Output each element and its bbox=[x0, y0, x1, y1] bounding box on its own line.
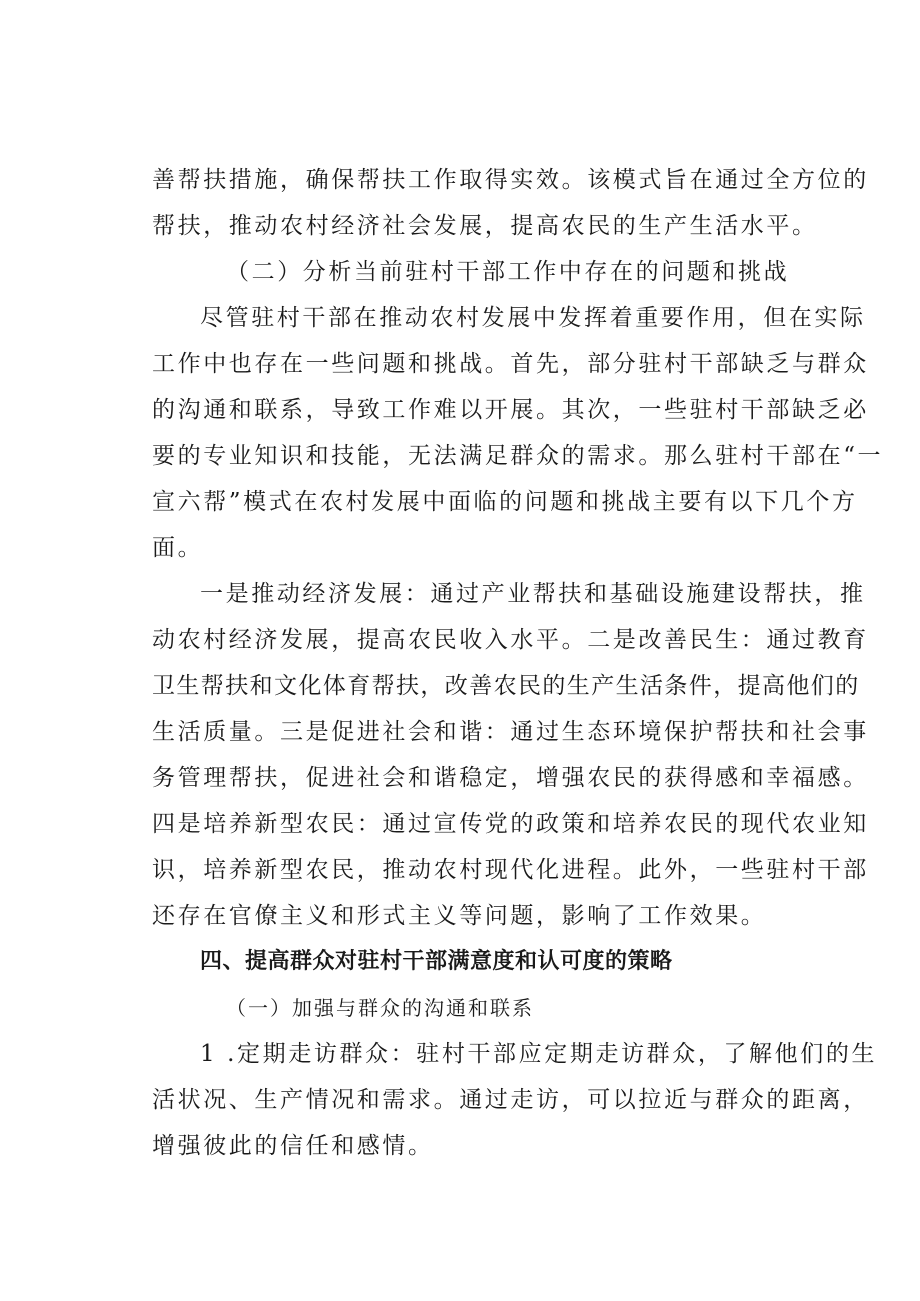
body-text-line: 帮扶，推动农村经济社会发展，提高农民的生产生活水平。 bbox=[152, 213, 818, 239]
body-text-line: 面。 bbox=[152, 535, 204, 561]
body-text-line: 四是培养新型农民：通过宣传党的政策和培养农民的现代农业知 bbox=[152, 811, 869, 837]
body-text-line: 务管理帮扶，促进社会和谐稳定，增强农民的获得感和幸福感。 bbox=[152, 765, 869, 791]
paragraph-start-line: 1 .定期走访群众：驻村干部应定期走访群众，了解他们的生 bbox=[200, 1041, 878, 1067]
body-text-line: 活状况、生产情况和需求。通过走访，可以拉近与群众的距离， bbox=[152, 1087, 869, 1113]
paragraph-start-line: 一是推动经济发展：通过产业帮扶和基础设施建设帮扶，推 bbox=[200, 581, 866, 607]
section-subheading: （二）分析当前驻村干部工作中存在的问题和挑战 bbox=[226, 259, 790, 285]
section-heading: 四、提高群众对驻村干部满意度和认可度的策略 bbox=[200, 949, 673, 974]
paragraph-start-line: 尽管驻村干部在推动农村发展中发挥着重要作用，但在实际 bbox=[200, 305, 866, 331]
body-text-line: 生活质量。三是促进社会和谐：通过生态环境保护帮扶和社会事 bbox=[152, 719, 869, 745]
body-text-line: 要的专业知识和技能，无法满足群众的需求。那么驻村干部在“一 bbox=[152, 443, 884, 469]
body-text-line: 还存在官僚主义和形式主义等问题，影响了工作效果。 bbox=[152, 903, 767, 929]
body-text-line: 的沟通和联系，导致工作难以开展。其次，一些驻村干部缺乏必 bbox=[152, 397, 869, 423]
body-text-line: 工作中也存在一些问题和挑战。首先，部分驻村干部缺乏与群众 bbox=[152, 351, 869, 377]
section-subheading: （一）加强与群众的沟通和联系 bbox=[226, 996, 534, 1020]
body-text-line: 卫生帮扶和文化体育帮扶，改善农民的生产生活条件，提高他们的 bbox=[152, 673, 860, 699]
body-text-line: 增强彼此的信任和感情。 bbox=[152, 1133, 434, 1159]
body-text-line: 动农村经济发展，提高农民收入水平。二是改善民生：通过教育 bbox=[152, 627, 869, 653]
body-text-line: 识，培养新型农民，推动农村现代化进程。此外，一些驻村干部 bbox=[152, 857, 869, 883]
body-text-line: 善帮扶措施，确保帮扶工作取得实效。该模式旨在通过全方位的 bbox=[152, 167, 869, 193]
body-text-line: 宣六帮”模式在农村发展中面临的问题和挑战主要有以下几个方 bbox=[152, 489, 858, 515]
